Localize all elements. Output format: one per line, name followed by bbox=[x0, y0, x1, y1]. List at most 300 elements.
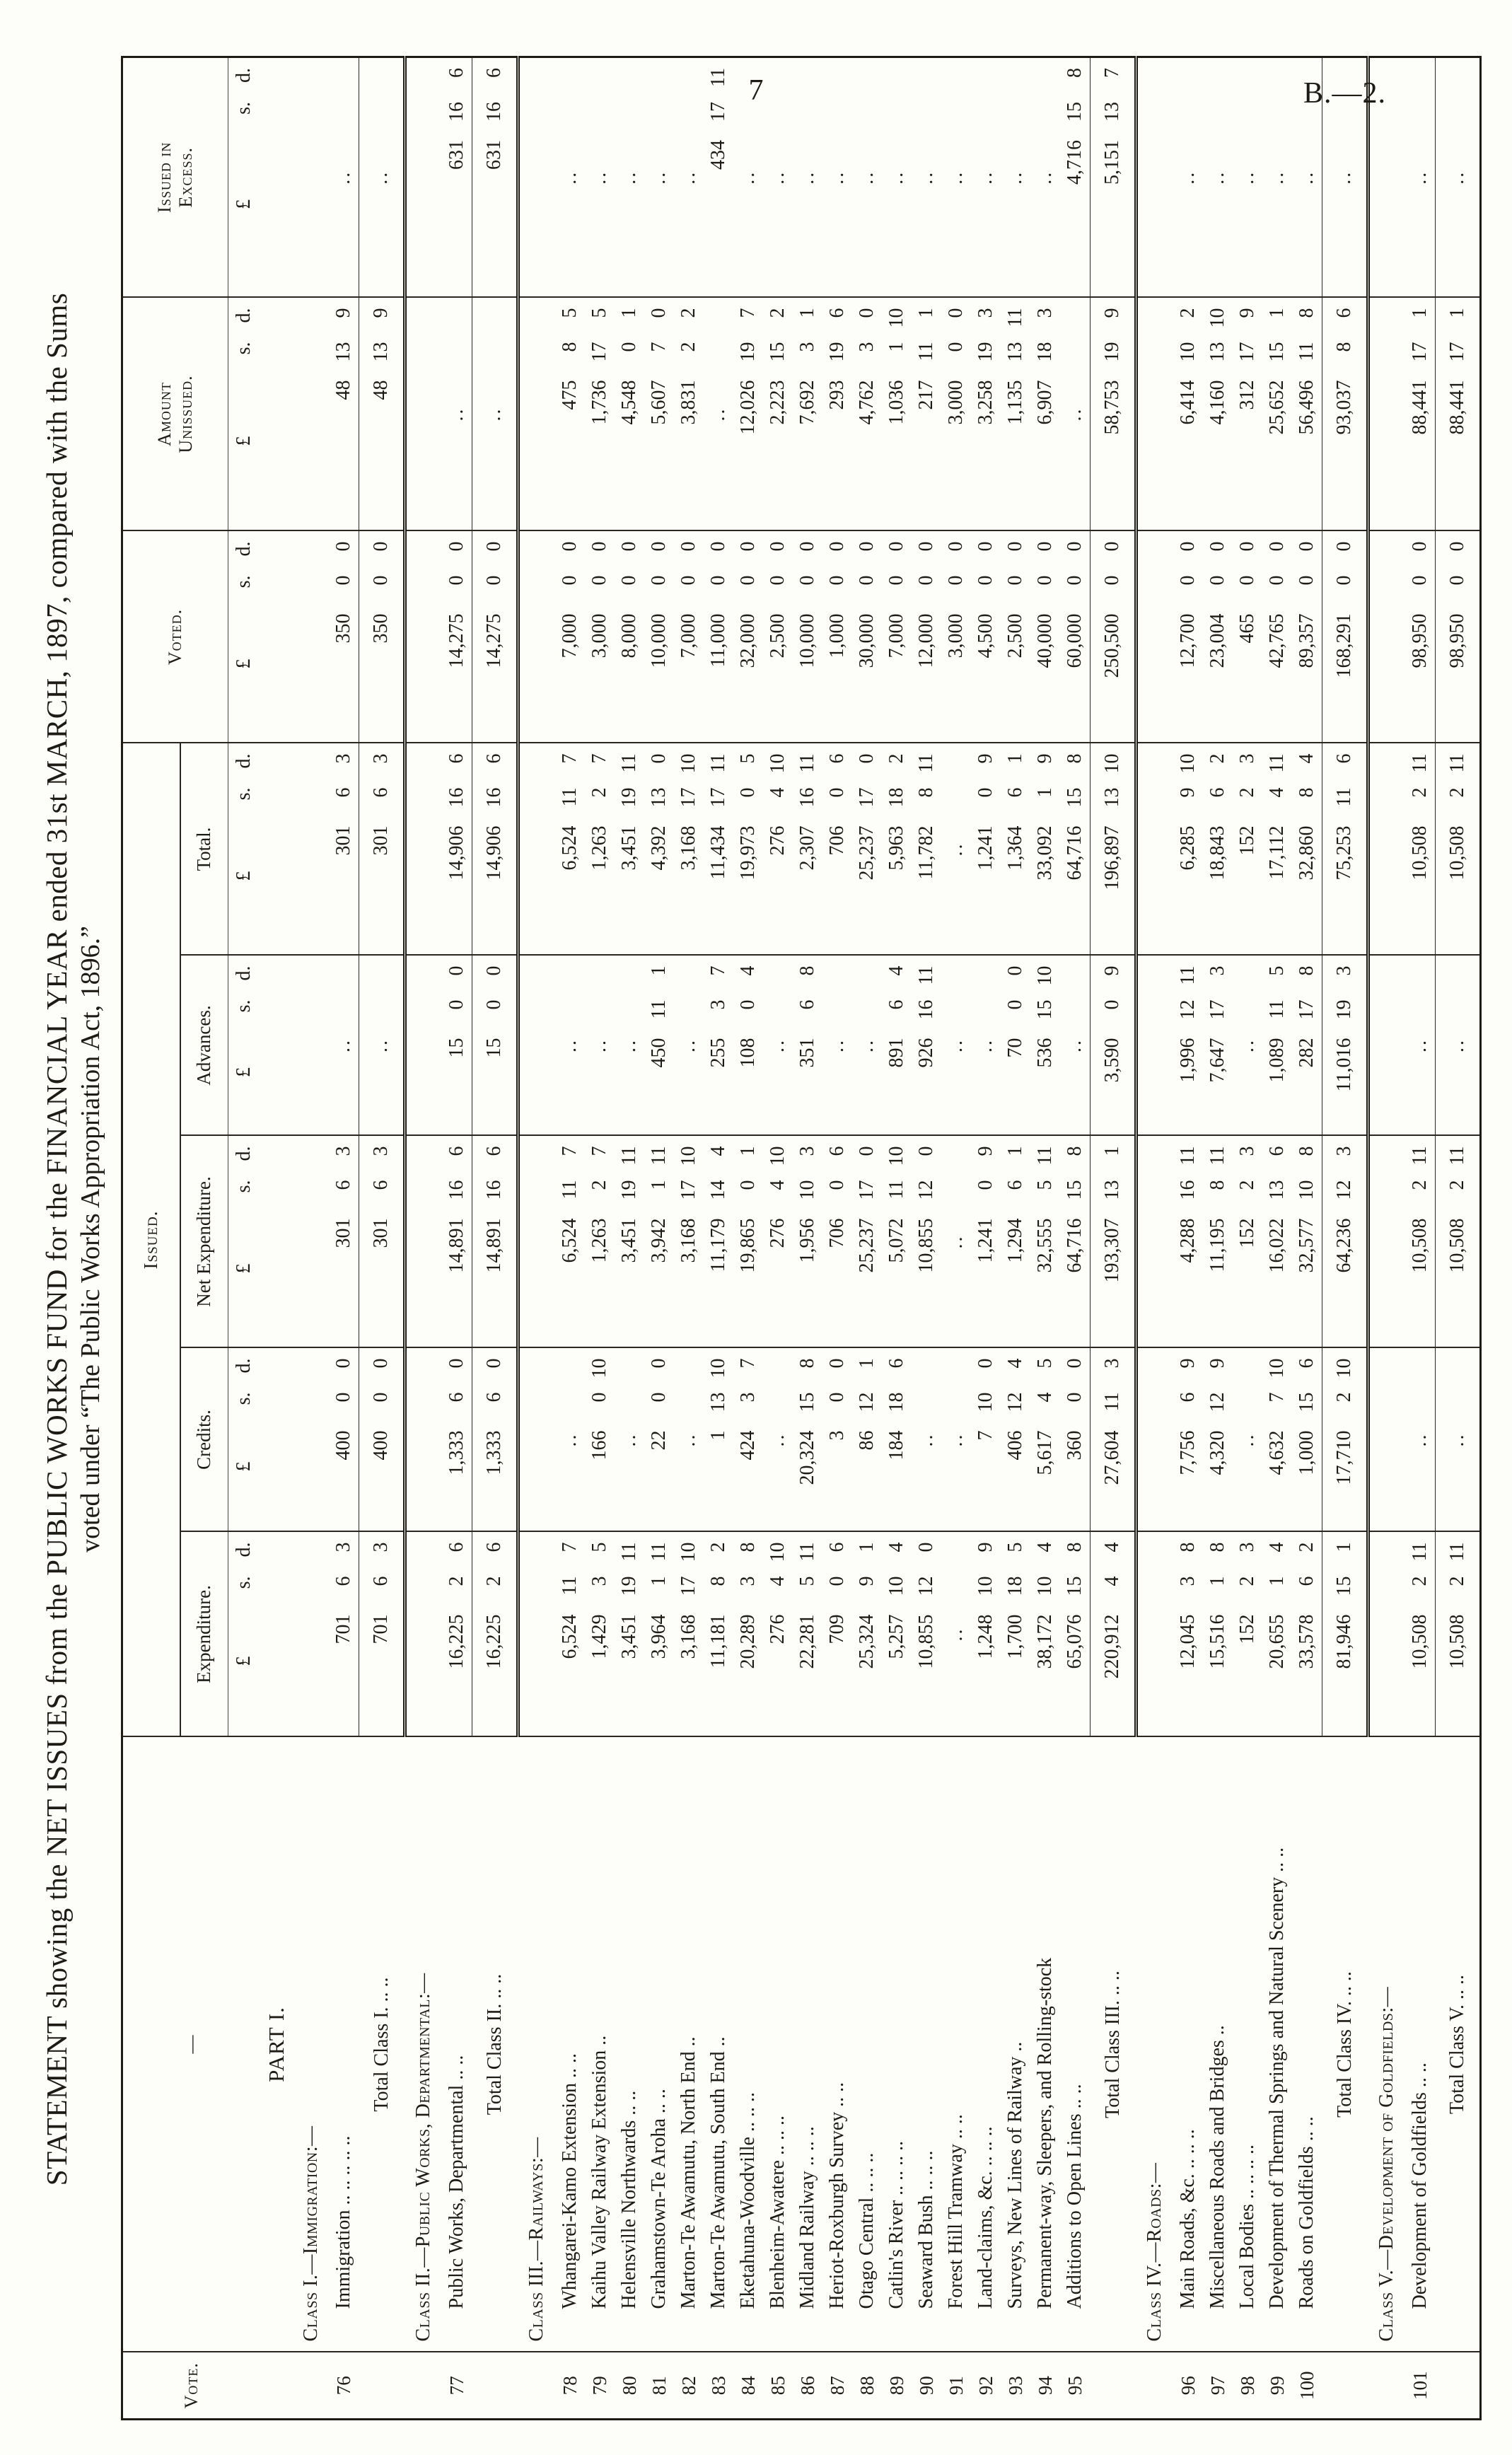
money-triple bbox=[1101, 1533, 1124, 1736]
money-cell: .. bbox=[674, 1348, 704, 1532]
empty-cell bbox=[293, 743, 329, 955]
shillings-value: 0 bbox=[446, 575, 467, 586]
money-cell bbox=[472, 57, 518, 297]
money-cell bbox=[472, 956, 518, 1136]
empty-cell bbox=[293, 1348, 329, 1532]
money-cell bbox=[852, 297, 882, 530]
pounds-value: 196,897 bbox=[1101, 825, 1123, 890]
pence-value: 3 bbox=[796, 1146, 818, 1156]
vote-number-cell: 82 bbox=[678, 2376, 699, 2396]
pounds-value: 48 bbox=[332, 380, 354, 400]
pounds-value: 293 bbox=[826, 380, 848, 410]
money-cell bbox=[1091, 956, 1136, 1136]
pence-value: 0 bbox=[737, 541, 759, 552]
pence-value: 6 bbox=[1266, 1146, 1288, 1156]
pounds-value: £ bbox=[233, 199, 255, 209]
money-cell bbox=[1060, 57, 1091, 297]
pounds-value: 88,441 bbox=[1409, 380, 1431, 435]
shillings-value: 8 bbox=[707, 1576, 729, 1586]
money-cell bbox=[1001, 743, 1030, 955]
pounds-value: £ bbox=[233, 1067, 255, 1077]
pence-value: 0 bbox=[1409, 541, 1431, 552]
money-cell bbox=[704, 743, 733, 955]
pence-value: 0 bbox=[1064, 541, 1086, 552]
money-cell bbox=[852, 1136, 882, 1348]
pence-value: 3 bbox=[332, 1542, 354, 1552]
money-cell bbox=[1001, 956, 1030, 1136]
shillings-value: 0 bbox=[446, 999, 467, 1010]
money-triple bbox=[915, 1137, 938, 1347]
money-cell: .. bbox=[941, 956, 971, 1136]
money-cell bbox=[644, 297, 674, 530]
shillings-value: 16 bbox=[446, 101, 467, 122]
money-triple bbox=[588, 743, 611, 954]
money-cell: .. bbox=[733, 57, 763, 297]
shillings-value: 3 bbox=[588, 1576, 610, 1586]
empty-cell bbox=[293, 530, 329, 743]
pounds-value: 38,172 bbox=[1034, 1614, 1056, 1669]
pounds-value: 11,181 bbox=[707, 1614, 729, 1668]
pence-value: 11 bbox=[1409, 753, 1431, 773]
pounds-value: 25,237 bbox=[856, 1218, 878, 1273]
shillings-value: 18 bbox=[1004, 1576, 1026, 1596]
shillings-value: 7 bbox=[648, 342, 670, 352]
shillings-value: 6 bbox=[370, 1180, 392, 1190]
money-cell bbox=[1292, 956, 1322, 1136]
table-row-class bbox=[1368, 57, 1406, 2419]
shillings-value: 15 bbox=[1296, 1392, 1318, 1412]
money-triple bbox=[233, 1533, 255, 1736]
shillings-value: 6 bbox=[370, 1576, 392, 1586]
money-cell bbox=[1001, 1532, 1030, 1737]
currency-unit-cell bbox=[228, 297, 260, 530]
pounds-value: 276 bbox=[767, 825, 789, 856]
shillings-value: 0 bbox=[737, 1180, 759, 1190]
pence-value: 9 bbox=[1101, 965, 1123, 976]
money-triple bbox=[588, 531, 611, 742]
money-cell bbox=[1203, 1532, 1233, 1737]
money-triple bbox=[975, 1349, 997, 1531]
pence-value: 9 bbox=[332, 308, 354, 318]
money-cell: .. bbox=[882, 57, 912, 297]
pence-value: 4 bbox=[1004, 1358, 1026, 1369]
money-triple bbox=[856, 1349, 878, 1531]
money-cell bbox=[472, 1532, 518, 1737]
shillings-value: 2 bbox=[1446, 787, 1468, 798]
pence-value: 8 bbox=[1064, 67, 1086, 78]
shillings-value: 10 bbox=[1296, 1180, 1318, 1200]
pounds-value: 7,000 bbox=[885, 613, 907, 658]
money-cell bbox=[1091, 1348, 1136, 1532]
pounds-value: 42,765 bbox=[1266, 613, 1288, 668]
pounds-value: 12,000 bbox=[915, 613, 937, 668]
pounds-value: 7,692 bbox=[796, 380, 818, 425]
empty-cell bbox=[518, 1532, 556, 1737]
description-cell: Class I.—Immigration:— bbox=[293, 1737, 329, 2352]
pence-value: 0 bbox=[1333, 541, 1355, 552]
shillings-value: 15 bbox=[796, 1392, 818, 1412]
empty-cell bbox=[260, 530, 293, 743]
money-cell: .. bbox=[822, 956, 852, 1136]
shillings-value: 0 bbox=[1101, 999, 1123, 1010]
shillings-value: 13 bbox=[1266, 1180, 1288, 1200]
pence-value: 6 bbox=[1333, 753, 1355, 764]
vote-number-cell: 76 bbox=[332, 2376, 354, 2396]
pounds-value: 56,496 bbox=[1296, 380, 1318, 435]
pounds-value: 22 bbox=[648, 1430, 670, 1451]
pence-value: 2 bbox=[1206, 753, 1228, 764]
money-triple bbox=[678, 1137, 700, 1347]
pence-value: 5 bbox=[1004, 1542, 1026, 1552]
pounds-value: 60,000 bbox=[1064, 613, 1086, 668]
pounds-value: 5,963 bbox=[885, 825, 907, 871]
empty-cell bbox=[405, 956, 443, 1136]
shillings-value: 13 bbox=[1101, 787, 1123, 808]
col-header-advances: Advances. bbox=[180, 956, 228, 1136]
money-triple bbox=[1177, 531, 1199, 742]
empty-cell bbox=[260, 1532, 293, 1737]
pounds-value: £ bbox=[233, 1656, 255, 1666]
shillings-value: 0 bbox=[618, 342, 640, 352]
description-cell: Development of Goldfields .. .. bbox=[1405, 1737, 1436, 2352]
shillings-value: 0 bbox=[737, 999, 759, 1010]
pounds-value: 64,716 bbox=[1064, 825, 1086, 881]
shillings-value: 2 bbox=[446, 1576, 467, 1586]
shillings-value: 4 bbox=[1034, 1392, 1056, 1403]
pence-value: 9 bbox=[975, 1146, 996, 1156]
money-triple bbox=[885, 1137, 908, 1347]
money-cell: .. bbox=[1030, 57, 1060, 297]
pence-value: 11 bbox=[1177, 1146, 1199, 1166]
pence-value: 6 bbox=[446, 1146, 467, 1156]
money-cell: .. bbox=[1001, 57, 1030, 297]
money-triple bbox=[1236, 1137, 1259, 1347]
pounds-value: 1,736 bbox=[588, 380, 610, 425]
money-triple bbox=[618, 531, 641, 742]
pence-value: 0 bbox=[1004, 965, 1026, 976]
pence-value: 1 bbox=[1409, 308, 1431, 318]
money-triple bbox=[648, 956, 670, 1135]
vote-number-cell: 92 bbox=[975, 2376, 996, 2396]
money-triple bbox=[1296, 531, 1318, 742]
pence-value: 11 bbox=[915, 965, 937, 985]
money-cell: .. bbox=[941, 1348, 971, 1532]
description-cell: Total Class II. .. .. bbox=[472, 1737, 518, 2352]
currency-unit-cell bbox=[228, 530, 260, 743]
pence-value: 4 bbox=[1266, 1542, 1288, 1552]
pounds-value: £ bbox=[233, 658, 255, 669]
pounds-value: 30,000 bbox=[856, 613, 878, 668]
money-triple bbox=[767, 531, 789, 742]
shillings-value: 2 bbox=[1409, 1576, 1431, 1586]
money-cell bbox=[442, 743, 472, 955]
money-triple bbox=[446, 58, 468, 297]
money-cell bbox=[1173, 1348, 1203, 1532]
money-triple bbox=[648, 1533, 670, 1736]
money-cell: .. bbox=[1322, 57, 1368, 297]
pounds-value: 475 bbox=[559, 380, 581, 410]
shillings-value: 11 bbox=[648, 999, 670, 1019]
vote-number-cell: 83 bbox=[707, 2376, 729, 2396]
pence-value: 0 bbox=[975, 1358, 996, 1369]
money-cell bbox=[704, 956, 733, 1136]
money-triple bbox=[1236, 298, 1259, 530]
pence-value: 11 bbox=[1034, 1146, 1056, 1166]
shillings-value: 15 bbox=[1064, 1576, 1086, 1596]
pence-value: 10 bbox=[1266, 1358, 1288, 1379]
shillings-value: 12 bbox=[1206, 1392, 1228, 1412]
money-cell: .. bbox=[1405, 1348, 1436, 1532]
money-triple bbox=[332, 1137, 355, 1347]
pounds-value: 1,996 bbox=[1177, 1038, 1199, 1083]
pence-value: 10 bbox=[678, 753, 699, 774]
money-triple bbox=[370, 1137, 392, 1347]
money-cell bbox=[1091, 743, 1136, 955]
pence-value: 11 bbox=[1409, 1542, 1431, 1562]
money-cell: .. bbox=[555, 57, 585, 297]
shillings-value: 0 bbox=[975, 787, 996, 798]
description-cell: Kaihu Valley Railway Extension .. bbox=[585, 1737, 615, 2352]
pounds-value: 400 bbox=[370, 1430, 392, 1461]
money-triple bbox=[1446, 531, 1469, 742]
pence-value: 10 bbox=[678, 1542, 699, 1562]
money-cell bbox=[1203, 297, 1233, 530]
pence-value: 11 bbox=[618, 1146, 640, 1166]
pence-value: 10 bbox=[1101, 753, 1123, 774]
table-row-item bbox=[822, 57, 852, 2419]
money-cell bbox=[1436, 1532, 1481, 1737]
pounds-value: 3,942 bbox=[648, 1218, 670, 1263]
empty-cell bbox=[293, 57, 329, 297]
money-cell: .. bbox=[941, 57, 971, 297]
shillings-value: 14 bbox=[707, 1180, 729, 1200]
pounds-value: 25,652 bbox=[1266, 380, 1288, 435]
shillings-value: 0 bbox=[370, 1392, 392, 1403]
col-header-description: — bbox=[122, 1737, 260, 2352]
money-triple bbox=[1266, 743, 1289, 954]
money-cell bbox=[733, 297, 763, 530]
vote-number-cell: 78 bbox=[559, 2376, 581, 2396]
money-cell bbox=[763, 1136, 793, 1348]
pence-value: 9 bbox=[370, 308, 392, 318]
empty-cell bbox=[405, 1348, 443, 1532]
pence-value: 0 bbox=[915, 541, 937, 552]
pounds-value: 32,577 bbox=[1296, 1218, 1318, 1273]
vote-number-cell bbox=[1091, 2352, 1136, 2420]
empty-cell bbox=[260, 743, 293, 955]
money-cell: .. bbox=[329, 956, 359, 1136]
table-row-item bbox=[1001, 57, 1030, 2419]
table-row-total bbox=[472, 57, 518, 2419]
money-cell bbox=[733, 530, 763, 743]
shillings-value: 0 bbox=[648, 1392, 670, 1403]
pounds-value: 465 bbox=[1236, 613, 1258, 644]
pence-value: 5 bbox=[588, 308, 610, 318]
vote-number-cell: 79 bbox=[588, 2376, 610, 2396]
shillings-value: 0 bbox=[826, 1576, 848, 1586]
shillings-value: 12 bbox=[1004, 1392, 1026, 1412]
money-cell bbox=[674, 1532, 704, 1737]
money-cell bbox=[1405, 530, 1436, 743]
money-cell bbox=[644, 956, 674, 1136]
shillings-value: 11 bbox=[1333, 787, 1355, 807]
pounds-value: 5,151 bbox=[1101, 139, 1123, 185]
pounds-value: 1,000 bbox=[826, 613, 848, 658]
shillings-value: 0 bbox=[1236, 575, 1258, 586]
pence-value: 6 bbox=[826, 1146, 848, 1156]
money-cell bbox=[912, 1136, 941, 1348]
empty-cell bbox=[1136, 57, 1174, 297]
pounds-value: 10,508 bbox=[1409, 1614, 1431, 1669]
pence-value: 5 bbox=[737, 753, 759, 764]
pounds-value: 1,241 bbox=[975, 1218, 996, 1263]
pence-value: 8 bbox=[1064, 1542, 1086, 1552]
vote-number-cell: 90 bbox=[915, 2376, 937, 2396]
money-cell: .. bbox=[852, 57, 882, 297]
pence-value: 4 bbox=[737, 965, 759, 976]
pence-value: d. bbox=[233, 308, 255, 323]
pounds-value: 360 bbox=[1064, 1430, 1086, 1461]
pence-value: 7 bbox=[559, 1146, 581, 1156]
pounds-value: 70 bbox=[1004, 1038, 1026, 1058]
pence-value: 2 bbox=[885, 753, 907, 764]
pence-value: 2 bbox=[707, 1542, 729, 1552]
money-triple bbox=[1236, 531, 1259, 742]
pounds-value: 4,392 bbox=[648, 825, 670, 871]
money-cell bbox=[615, 297, 644, 530]
money-cell bbox=[359, 1532, 405, 1737]
table-row-item bbox=[615, 57, 644, 2419]
pence-value: 0 bbox=[1034, 541, 1056, 552]
pounds-value: 2,500 bbox=[1004, 613, 1026, 658]
shillings-value: 0 bbox=[945, 342, 967, 352]
money-cell bbox=[733, 1136, 763, 1348]
description-cell: Immigration .. .. .. .. .. bbox=[329, 1737, 359, 2352]
money-cell bbox=[852, 1532, 882, 1737]
pounds-value: 1,000 bbox=[1296, 1430, 1318, 1475]
money-cell: .. bbox=[763, 1348, 793, 1532]
pounds-value: 27,604 bbox=[1101, 1430, 1123, 1485]
money-triple bbox=[915, 743, 938, 954]
money-cell bbox=[1091, 1136, 1136, 1348]
money-cell bbox=[1173, 297, 1203, 530]
shillings-value: 0 bbox=[588, 1392, 610, 1403]
table-row-item bbox=[644, 57, 674, 2419]
money-cell bbox=[971, 743, 1001, 955]
pence-value: 6 bbox=[446, 753, 467, 764]
money-triple bbox=[1266, 298, 1289, 530]
money-triple bbox=[1296, 1533, 1318, 1736]
vote-number-cell bbox=[260, 2352, 293, 2420]
pence-value: 1 bbox=[856, 1358, 878, 1369]
pence-value: 6 bbox=[483, 67, 505, 78]
money-cell bbox=[644, 743, 674, 955]
money-cell bbox=[912, 530, 941, 743]
money-triple bbox=[678, 1533, 700, 1736]
pounds-value: 5,607 bbox=[648, 380, 670, 425]
pounds-value: 14,906 bbox=[483, 825, 505, 881]
pence-value: 7 bbox=[737, 1358, 759, 1369]
pence-value: 11 bbox=[707, 67, 729, 87]
pence-value: 0 bbox=[826, 541, 848, 552]
money-triple bbox=[796, 743, 819, 954]
pounds-value: 4,762 bbox=[856, 380, 878, 425]
money-triple bbox=[483, 1137, 506, 1347]
shillings-value: 16 bbox=[796, 787, 818, 808]
pounds-value: 6,524 bbox=[559, 1218, 581, 1263]
shillings-value: 0 bbox=[826, 575, 848, 586]
pounds-value: 81,946 bbox=[1333, 1614, 1355, 1669]
pounds-value: 351 bbox=[796, 1038, 818, 1068]
money-cell bbox=[359, 530, 405, 743]
money-cell bbox=[615, 1532, 644, 1737]
pence-value: 6 bbox=[483, 1542, 505, 1552]
pence-value: 9 bbox=[1101, 308, 1123, 318]
money-triple bbox=[826, 531, 849, 742]
money-cell bbox=[1001, 1136, 1030, 1348]
money-triple bbox=[885, 531, 908, 742]
pence-value: 0 bbox=[1296, 541, 1318, 552]
pounds-value: 22,281 bbox=[796, 1614, 818, 1669]
pence-value: 0 bbox=[1236, 541, 1258, 552]
shillings-value: 12 bbox=[915, 1180, 937, 1200]
pounds-value: 4,288 bbox=[1177, 1218, 1199, 1263]
vote-number-cell: 94 bbox=[1034, 2376, 1056, 2396]
pence-value: 6 bbox=[1296, 1358, 1318, 1369]
money-cell bbox=[1030, 1532, 1060, 1737]
money-triple bbox=[678, 298, 700, 530]
money-triple bbox=[1004, 1349, 1027, 1531]
pence-value: 0 bbox=[915, 1146, 937, 1156]
shillings-value: 18 bbox=[885, 1392, 907, 1412]
money-cell bbox=[1436, 1136, 1481, 1348]
pence-value: 11 bbox=[1004, 308, 1026, 327]
col-header-vote: Vote. bbox=[180, 2362, 202, 2409]
money-cell bbox=[1001, 1348, 1030, 1532]
money-cell bbox=[733, 956, 763, 1136]
pounds-value: 706 bbox=[826, 1218, 848, 1248]
money-cell: .. bbox=[1060, 956, 1091, 1136]
money-triple bbox=[1206, 1137, 1229, 1347]
money-cell bbox=[674, 743, 704, 955]
money-triple bbox=[648, 1137, 670, 1347]
shillings-value: 2 bbox=[1446, 1576, 1468, 1586]
shillings-value: 0 bbox=[332, 1392, 354, 1403]
pounds-value: 217 bbox=[915, 380, 937, 410]
money-triple bbox=[1236, 743, 1259, 954]
shillings-value: 11 bbox=[559, 787, 581, 807]
money-cell bbox=[1060, 1348, 1091, 1532]
pounds-value: 282 bbox=[1296, 1038, 1318, 1068]
pounds-value: £ bbox=[233, 1461, 255, 1472]
money-cell bbox=[882, 956, 912, 1136]
table-row-item bbox=[442, 57, 472, 2419]
pence-value: 7 bbox=[588, 753, 610, 764]
pounds-value: 406 bbox=[1004, 1430, 1026, 1461]
shillings-value: 17 bbox=[856, 787, 878, 808]
pounds-value: 3,168 bbox=[678, 1218, 699, 1263]
shillings-value: 8 bbox=[915, 787, 937, 798]
money-cell bbox=[1203, 956, 1233, 1136]
pounds-value: 40,000 bbox=[1034, 613, 1056, 668]
pence-value: 0 bbox=[678, 541, 699, 552]
money-triple bbox=[1206, 1533, 1229, 1736]
pence-value: 8 bbox=[737, 1542, 759, 1552]
money-triple bbox=[1409, 298, 1431, 530]
money-cell bbox=[1001, 297, 1030, 530]
pence-value: 3 bbox=[1101, 1358, 1123, 1369]
money-cell bbox=[912, 743, 941, 955]
